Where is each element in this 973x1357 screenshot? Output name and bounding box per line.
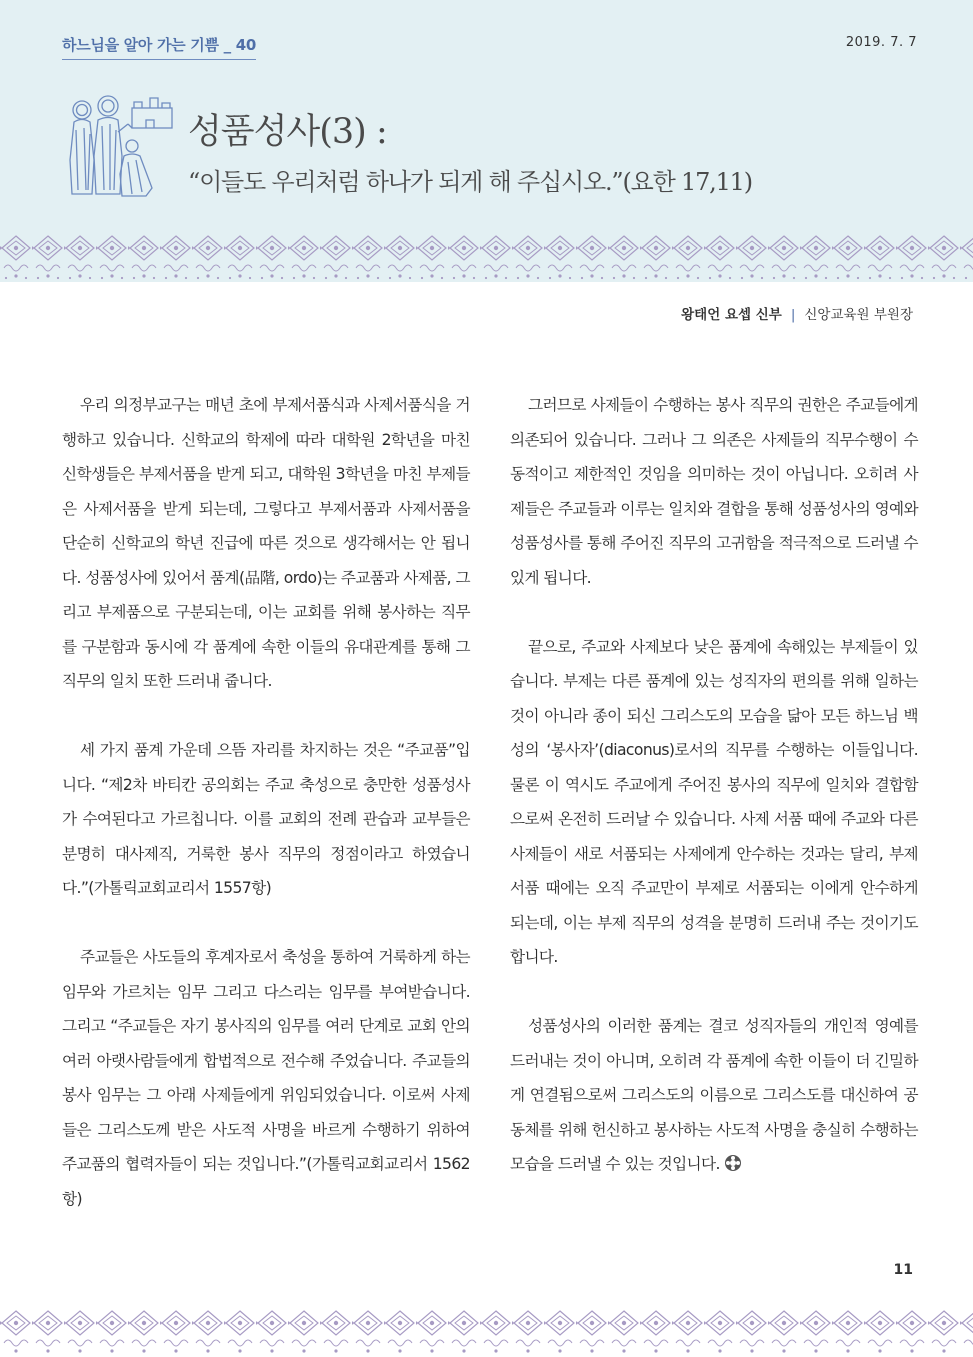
left-column: [62, 388, 470, 1251]
paragraph: 우리 의정부교구는 매년 초에 부제서품식과 사제서품식을 거행하고 있습니다. 신학교의 학제에 따라 대학원 2학년을 마친 신학생들은 부제서품을 받게 되고, 대학원 3학년을 마친 부제들은 사제서품을 받게 되는데, 그렇다고 부제서품과 사제서품을 단순히 신학교의 학년 진급에 따른 것으로 생각해서는 안 됩니다. 성품성사에 있어서 품계(品階, ordo)는 주교품과 사제품, 그리고 부제품으로 구분되는데, 이는 교회를 위해 봉사하는 직무를 구분함과 동시에 각 품계에 속한 이들의 유대관계를 통해 그 직무의 일치 또한 드러내 줍니다.: [62, 396, 470, 690]
paragraph: 그러므로 사제들이 수행하는 봉사 직무의 권한은 주교들에게 의존되어 있습니다. 그러나 그 의존은 사제들의 직무수행이 수동적이고 제한적인 것임을 의미하는 것이 아닙니다. 오히려 사제들은 주교들과 이루는 일치와 결합을 통해 성품성사의 영예와 성품성사를 통해 주어진 직무의 고귀함을 적극적으로 드러낼 수 있게 됩니다.: [510, 396, 918, 587]
paragraph: 주교들은 사도들의 후계자로서 축성을 통하여 거룩하게 하는 임무와 가르치는 임무 그리고 다스리는 임무를 부여받습니다. 그리고 “주교들은 자기 봉사직의 임무를 여러 단계로 교회 안의 여러 아랫사람들에게 합법적으로 전수해 주었습니다. 주교들의 봉사 임무는 그 아래 사제들에게 위임되었습니다. 이로써 사제들은 그리스도께 받은 사도적 사명을 바르게 수행하기 위하여 주교품의 협력자들이 되는 것입니다.”(가톨릭교회교리서 1562항): [62, 948, 470, 1208]
paragraph-text: 성품성사의 이러한 품계는 결코 성직자들의 개인적 영예를 드러내는 것이 아니며, 오히려 각 품계에 속한 이들이 더 긴밀하게 연결됨으로써 그리스도의 이름으로 그리스도를 대신하여 공동체를 위해 헌신하고 봉사하는 사도적 사명을 충실히 수행하는 모습을 드러낼 수 있는 것입니다.: [510, 1017, 918, 1173]
issue-date: 2019. 7. 7: [845, 35, 917, 50]
author-role: 신앙교육원 부원장: [804, 307, 913, 323]
series-title: 하느님을 알아 가는 기쁨 _ 40: [62, 34, 256, 60]
paragraph: 세 가지 품계 가운데 으뜸 자리를 차지하는 것은 “주교품”입니다. “제2차 바티칸 공의회는 주교 축성으로 충만한 성품성사가 수여된다고 가르칩니다. 이를 교회의 전례 관습과 교부들은 분명히 대사제직, 거룩한 봉사 직무의 정점이라고 하였습니다.”(가톨릭교회교리서 1557항): [62, 741, 470, 897]
end-mark-icon: [724, 1154, 742, 1172]
paragraph: 끝으로, 주교와 사제보다 낮은 품계에 속해있는 부제들이 있습니다. 부제는 다른 품계에 있는 성직자의 편의를 위해 일하는 것이 아니라 종이 되신 그리스도의 모습을 닮아 모든 하느님 백성의 ‘봉사자’(diaconus)로서의 직무를 수행하는 이들입니다. 물론 이 역시도 주교에게 주어진 봉사의 직무에 일치와 결합함으로써 온전히 드러날 수 있습니다. 사제 서품 때에 주교와 다른 사제들이 새로 서품되는 사제에게 안수하는 것과는 달리, 부제 서품 때에는 오직 주교만이 부제로 서품되는 이에게 안수하게 되는데, 이는 부제 직무의 성격을 분명히 드러내 주는 것이기도 합니다.: [510, 637, 918, 966]
page-number: 11: [893, 1262, 913, 1278]
lace-ornament-top-icon: [0, 234, 973, 282]
page-title: 성품성사(3) :: [188, 112, 387, 152]
saints-illustration-icon: [62, 90, 182, 198]
right-column: [510, 388, 918, 1216]
author-separator: |: [790, 307, 796, 323]
author-name: 왕태언 요셉 신부: [681, 307, 782, 323]
page-subtitle: “이들도 우리처럼 하나가 되게 해 주십시오.”(요한 17,11): [188, 168, 752, 196]
lace-ornament-bottom-icon: [0, 1309, 973, 1357]
paragraph-last: [510, 1009, 918, 1182]
author-line: [681, 303, 913, 323]
